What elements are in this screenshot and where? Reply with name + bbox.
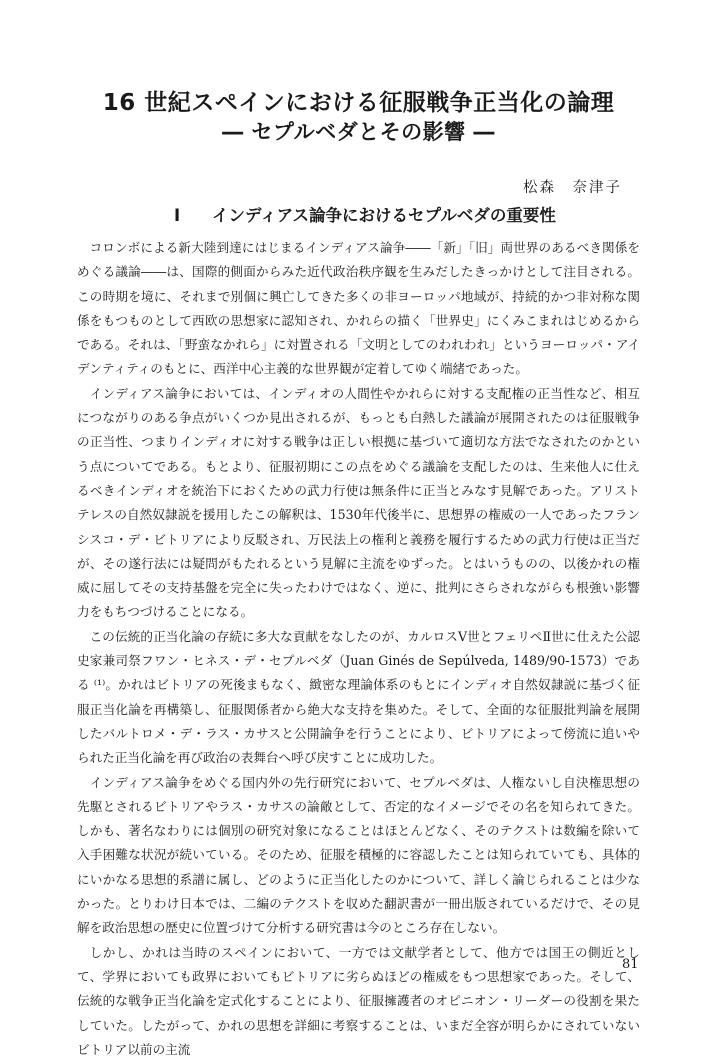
paragraph: しかし、かれは当時のスペインにおいて、一方では文献学者として、他方では国王の側近として、学界においても政界においてもビトリアに劣らぬほどの権威をもつ思想家であった。そして、伝統的な戦争正当化論を定式化することにより、征服擁護者のオピニオン・リーダーの役割を果たしていた。したがって、かれの思想を詳細に考察することは、いまだ全容が明らかにされていないビトリア以前の主流 [77, 944, 641, 1057]
article-subtitle: ― セプルベダとその影響 ― [222, 120, 495, 144]
paragraph: インディアス論争においては、インディオの人間性やかれらに対する支配権の正当性など、相互につながりのある争点がいくつか見出されるが、もっとも白熱した議論が展開されたのは征服戦争の正当性、つまりインディオに対する戦争は正しい根拠に基づいて適切な方法でなされたのかという点についてである。もとより、征服初期にこの点をめぐる議論を支配したのは、生来他人に仕えるべきインディオを統治下におくための武力行使は無条件に正当とみなす見解であった。アリストテレスの自然奴隷説を援用したこの解釈は、1530年代後半に、思想界の権威の一人であったフランシスコ・デ・ビトリアにより反駁され、万民法上の権利と義務を履行するための武力行使は正当だが、その遂行法には疑問がもたれるという見解に主流をゆずった。とはいうものの、以後かれの権威に屈してその支持基盤を完全に失ったわけではなく、逆に、批判にさらされながらも根強い影響力をもちつづけることになる。 [77, 385, 640, 620]
paragraph: コロンボによる新大陸到達にはじまるインディアス論争――「新」「旧」両世界のあるべき関係をめぐる議論――は、国際的側面からみた近代政治秩序観を生みだしたきっかけとして注目される。この時期を境に、それまで別個に興亡してきた多くの非ヨーロッパ地域が、持続的かつ非対称な関係をもつものとして西欧の思想家に認知され、かれらの描く「世界史」にくみこまれはじめるからである。それは、「野蛮なかれら」に対置される「文明としてのわれわれ」というヨーロッパ・アイデンティティのもとに、西洋中心主義的な世界観が定着してゆく端緒であった。 [77, 240, 640, 377]
paragraph: この伝統的正当化論の存続に多大な貢献をなしたのが、カルロスⅤ世とフェリペⅡ世に仕えた公認史家兼司祭フワン・ヒネス・デ・セプルベダ（Juan Ginés de Sepúlveda, 1489/90-1573）である ⁽¹⁾。かれはビトリアの死後まもなく、緻密な理論体系のもとにインディオ自然奴隷説に基づく征服正当化論を再構築し、征服関係者から絶大な支持を集めた。そして、全面的な征服批判論を展開したバルトロメ・デ・ラス・カサスと公開論争を行うことにより、ビトリアによって傍流に追いやられた正当化論を再び政治の表舞台へ呼び戻すことに成功した。 [77, 628, 640, 766]
paragraph: インディアス論争をめぐる国内外の先行研究において、セプルベダは、人権ないし自決権思想の先駆とされるビトリアやラス・カサスの論敵として、否定的なイメージでその名を知られてきた。しかも、著名なわりには個別の研究対象になることはほとんどなく、そのテクストは数編を除いて入手困難な状況が続いている。そのため、征服を積極的に容認したことは知られていても、具体的にいかなる思想的系譜に属し、どのように正当化したのかについて、詳しく論じられることは少なかった。とりわけ日本では、二編のテクストを収めた翻訳書が一冊出版されているだけで、その見解を政治思想の歴史に位置づけて分析する研究書は今のところ存在しない。 [77, 774, 640, 936]
body-text [77, 236, 640, 1062]
section-title: インディアス論争におけるセプルベダの重要性 [212, 206, 556, 225]
page-number: 81 [622, 957, 639, 972]
article-title: 16 世紀スペインにおける征服戦争正当化の論理 [102, 90, 615, 116]
author-name: 松森 奈津子 [523, 180, 622, 196]
section-heading [174, 202, 556, 226]
section-number: I [174, 206, 181, 225]
